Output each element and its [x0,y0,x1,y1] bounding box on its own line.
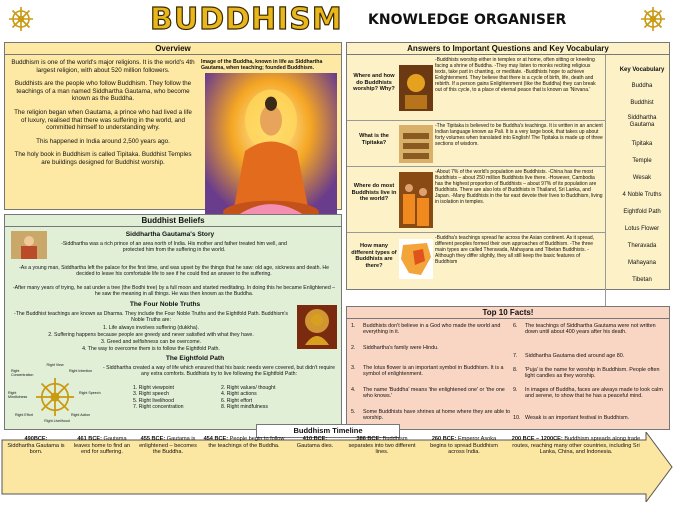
fact-number: 8. [513,367,518,373]
timeline-date: 490BCE: [24,436,48,442]
path-step: 7. Right concentration [133,403,184,410]
wheel-label: Right Effort [15,413,33,417]
noble-truth: 2. Suffering happens because people are greedy and never satisfied with what they have. [48,332,254,338]
fact-number: 6. [513,323,518,329]
fact-number: 4. [351,387,356,393]
overview-paragraph: The holy book in Buddhism is called Tipitaka. Buddhist Temples are buildings designed for Buddhist worship. [14,151,192,166]
vocab-term: Lotus Flower [624,226,660,232]
fact-text: The lotus flower is an important symbol in Buddhism. It is a symbol of enlightenment. [363,365,504,378]
vocab-term: Eightfold Path [623,209,661,215]
answer: -The Tipitaka is believed to be Buddha's teachings. It is written in an ancient Indian language known as Pali. It is a very large book, that takes up about forty volumes when translated into English! The Tipitaka is made up of three sections of wisdom. [435,123,603,147]
timeline-event [70,436,134,456]
path-step: 2. Right values/ thought [221,385,276,391]
overview-paragraph: This happened in India around 2,500 years ago. [36,137,170,145]
path-step: 6. Right effort [221,397,253,404]
key-vocabulary [605,55,674,321]
timeline-event [424,436,504,456]
vocab-term: 4 Noble Truths [622,192,662,198]
story-title: Siddhartha Gautama's Story [125,231,215,238]
fact-number: 7. [513,353,518,359]
facts-panel [346,306,670,430]
timeline-date: 454 BCE: [203,436,229,442]
timeline-text: Buddhism separates into two different lines. [348,436,416,456]
path-step: 1. Right viewpoint [133,385,174,391]
fact-number: 9. [513,387,518,393]
timeline-heading: Buddhism Timeline [293,426,363,435]
timeline-text: People begin to follow the teachings of the Buddha. [208,436,285,449]
siddhartha-image [11,231,47,259]
question: What is the Tipitaka? [359,133,389,146]
qa-row-worship [347,55,605,121]
buddha-image-caption: Image of the Buddha, known in life as Siddhartha Gautama, when teaching; founded Buddhism. [201,59,323,71]
tipitaka-image [399,125,433,163]
beliefs-panel [4,214,342,430]
wheel-label: Right Speech [79,391,101,395]
eightfold-path-title: The Eightfold Path [165,355,225,362]
fact-text: Siddhartha's family were Hindu. [363,345,439,351]
timeline-text: Gautama is enlightened – becomes the Buddha. [139,436,197,456]
fact-text: Some Buddhists have shrines at home where they are able to worship. [363,409,511,422]
noble-truth: 1. Life always involves suffering (dukkha). [103,325,199,331]
fact-number: 3. [351,365,356,371]
timeline-date: 461 BCE: [77,436,102,442]
timeline-event [202,436,286,449]
vocab-heading: Key Vocabulary [619,67,665,73]
vocab-term: Wesak [632,175,652,181]
timeline-date: 260 BCE: [431,436,457,442]
fact-number: 5. [351,409,356,415]
dharma-wheel-icon [8,6,34,32]
timeline-text: Emperor Asoka begins to spread Buddhism across India. [430,436,498,456]
timeline-event [136,436,200,456]
buddha-image [205,73,337,229]
timeline-date: 386 BCE: [356,436,382,442]
timeline-event [508,436,644,456]
timeline-text: Gautama leaves home to find an end for suffering. [73,436,131,456]
fact-text: Buddhists don't believe in a God who made the world and everything in it. [363,323,501,336]
wheel-label: Right View [46,363,64,367]
overview-paragraph: Buddhism is one of the world's major religions. It is the world's 4th largest religion, with about 520 million followers. [11,59,195,74]
timeline-date: 410 BCE: [302,436,328,442]
page-header [0,0,674,38]
vocab-term: Tipitaka [631,141,653,147]
story-paragraph: -After many years of trying, he sat under a tree (the Bodhi tree) by a full moon and started meditating. In doing this he became Enlightened – he saw the meaning in all things. He was then known as the Buddha. [12,285,336,298]
fact-text: Siddhartha Gautama died around age 80. [525,353,625,359]
wheel-label: Right Concentration [11,369,34,377]
timeline-date: 200 BCE – 1200CE: [511,436,563,442]
noble-truths-title: The Four Noble Truths [129,301,201,308]
answer: -About 7% of the world's population are Buddhists. -China has the most Buddhists – about 250 million Buddhists live there. -However, Cambodia has the highest proportion of Buddhists – about 97% of its population are Buddhists. There are also lots of Buddhists in Thailand, Sri Lanka, and Japan. -Many Buddhists in the far east devote their lives to Buddhism, living in isolation in temples. [435,169,603,205]
qa-row-location [347,167,605,233]
asia-map-image [399,239,433,279]
page-subtitle: KNOWLEDGE ORGANISER [368,12,567,28]
dharma-wheel-icon [640,6,666,32]
timeline-date: 455 BCE: [140,436,166,442]
vocab-term: Buddha [631,83,653,89]
fact-number: 10. [513,415,521,421]
noble-truth: 4. The way to overcome them is to follow the Eightfold Path. [82,346,220,352]
golden-buddha-image [297,305,337,349]
path-list-right [221,385,331,410]
vocab-term: Theravada [627,243,657,249]
vocab-term: Buddhist [630,100,654,106]
timeline-text: Gautama dies. [296,442,334,449]
overview-panel [4,42,342,210]
timeline-text: Buddhism spreads along trade routes, reaching many other countries, including Sri Lanka, China, and Indonesia. [512,436,641,456]
fact-number: 1. [351,323,356,329]
wheel-label: Right Mindfulness [8,391,28,399]
fact-text: Wesak is an important festival in Buddhism. [525,415,630,421]
question: Where do most Buddhists live in the world? [351,183,397,203]
path-step: 5. Right livelihood [133,397,174,404]
vocab-term: Temple [632,158,652,164]
noble-truth: 3. Greed and selfishness can be overcome. [100,339,202,345]
noble-truths-intro: -The Buddhist teachings are known as Dharma. They include the Four Noble Truths and the Eightfold Path. Buddhism's Noble Truths are: [14,311,288,324]
story-paragraph: -Siddhartha was a rich prince of an area north of India. His mother and father treated him well, and protected him from the suffering in the world. [61,241,287,254]
overview-paragraph: The religion began when Gautama, a prince who had lived a life of luxury, realised that there was suffering in the world, and committed himself to understanding why. [14,108,192,132]
fact-text: 'Puja' is the name for worship in Buddhism. People often light candles as they worship. [525,367,660,380]
answers-heading: Answers to Important Questions and Key Vocabulary [347,43,669,55]
question: Where and how do Buddhists worship? Why? [353,73,395,93]
path-step: 4. Right actions [221,391,257,398]
fact-text: The teachings of Siddhartha Gautama were not written down until about 400 years after his death. [525,323,656,336]
qa-row-tipitaka [347,121,605,167]
qa-row-types [347,233,605,289]
overview-paragraph: Buddhists are the people who follow Buddhism. They follow the teachings of a man named Siddhartha Gautama, who become known as the Buddha. [14,80,192,103]
vocab-term: Tibetan [632,277,652,283]
facts-heading: Top 10 Facts! [347,307,669,319]
wheel-label: Right Livelihood [44,419,70,423]
path-list-left [133,385,223,410]
timeline-event [290,436,340,449]
fact-text: In images of Buddha, faces are always made to look calm and serene, to show that he has a peaceful mind. [525,387,663,400]
vocab-term: Siddhartha Gautama [627,115,657,128]
beliefs-heading: Buddhist Beliefs [5,215,341,227]
vocab-term: Mahayana [627,260,657,266]
monks-image [399,171,433,229]
path-step: 8. Right mindfulness [221,403,268,410]
wheel-label: Right Action [71,413,91,417]
eightfold-path-intro: - Siddhartha created a way of life which ensured that his basic needs were covered, but didn't require any extra comforts. Buddhists try to live following the Eightfold Path: [103,365,335,378]
timeline-event [344,436,420,456]
answer: -Buddhists worship either in temples or at home, often sitting or kneeling facing a shrine of Buddha. -They may listen to monks reciting religious texts, take part in chanting, or meditate. -Buddhists hope to achieve Enlightenment. They believe that there is a cycle of birth, life, death and rebirth. If a person gains Enlightenment (like the Buddha) they can break out of this cycle, to a place of eternal peace that is known as 'Nirvana.' [435,57,596,93]
temple-image [399,61,433,115]
wheel-label: Right Intention [69,369,93,373]
fact-number: 2. [351,345,356,351]
story-paragraph: -As a young man, Siddhartha left the palace for the first time, and was upset by the things that he saw: old age, sickness and death. He decided to leave his comfortable life to see if he could find an answer to the suffering. [19,265,329,278]
overview-heading: Overview [5,43,341,55]
overview-text [11,59,195,173]
page-title: BUDDHISM [150,2,343,37]
path-step: 3. Right speech [133,391,170,398]
timeline-text: Siddhartha Gautama is born. [7,442,65,456]
answers-panel [346,42,670,290]
fact-text: The name 'Buddha' means 'the enlightened one' or 'the one who knows.' [363,387,505,400]
timeline-event [4,436,68,456]
answer: -Buddha's teachings spread far across the Asian continent. As it spread, different peoples formed their own approaches of Buddhism. -The three main types are called Theravada, Mahayana and Tibetan Buddhists. -Although they differ slightly, they all still keep the basic features of Buddhism [435,235,595,265]
question: How many different types of Buddhists are there? [351,243,397,269]
